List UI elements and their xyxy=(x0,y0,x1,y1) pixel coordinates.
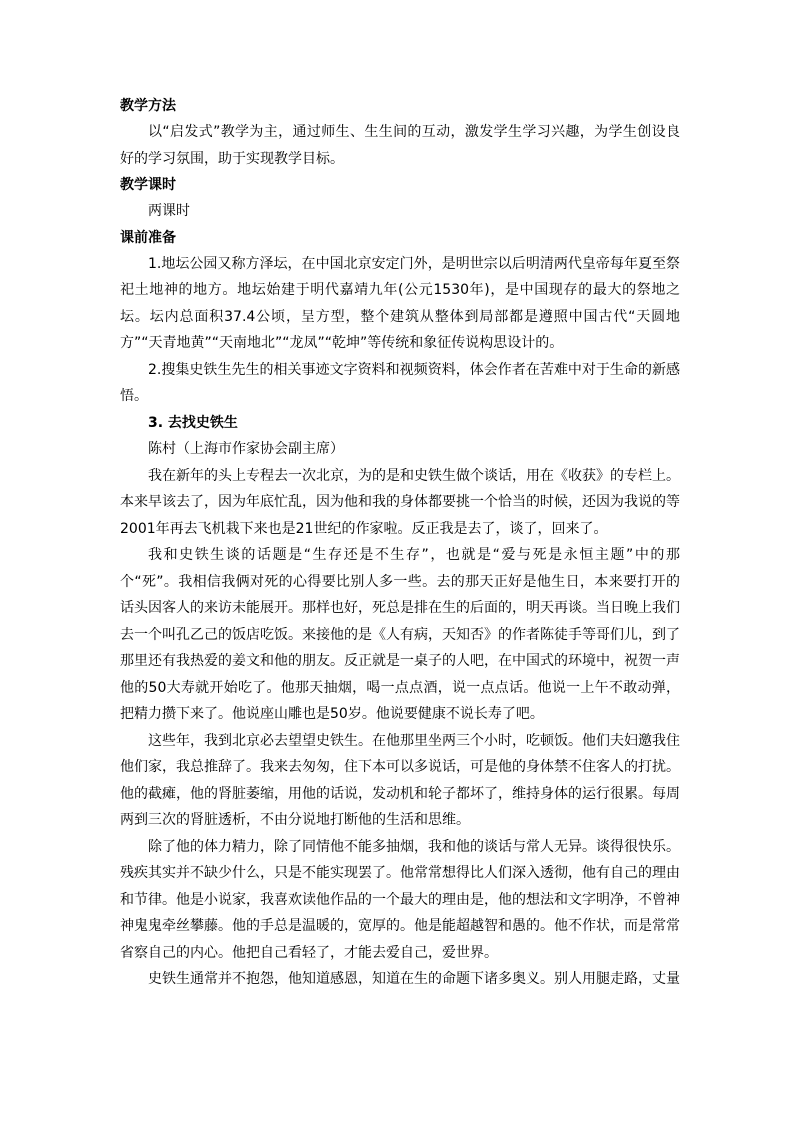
article-paragraph-3: 这些年，我到北京必去望望史铁生。在他那里坐两三个小时，吃顿饭。他们夫妇邀我住他们家，我总推辞了。我来去匆匆，住下本可以多说话，可是他的身体禁不住客人的打扰。他的截瘫，他的肾脏萎缩，用他的话说，发动机和轮子都坏了，维持身体的运行很累。每周两到三次的肾脏透析，不由分说地打断他的生活和思维。 xyxy=(120,732,680,828)
hours-paragraph: 两课时 xyxy=(148,203,190,219)
prep-item-1: 1.地坛公园又称方泽坛，在中国北京安定门外，是明世宗以后明清两代皇帝每年夏至祭祀土地神的地方。地坛始建于明代嘉靖九年(公元1530年)，是中国现存的最大的祭地之坛。坛内总面积37.4公顷，呈方型，整个建筑从整体到局部都是遵照中国古代“天圆地方”“天青地黄”“天南地北”“龙凤”“乾坤”等传统和象征传说构思设计的。 xyxy=(120,255,680,351)
article-author: 陈村（上海市作家协会副主席） xyxy=(148,441,344,457)
section-heading-hours: 教学课时 xyxy=(120,177,176,193)
article-paragraph-1: 我在新年的头上专程去一次北京，为的是和史铁生做个谈话，用在《收获》的专栏上。本来早该去了，因为年底忙乱，因为他和我的身体都要挑一个恰当的时候，还因为我说的等2001年再去飞机栽下来也是21世纪的作家啦。反正我是去了，谈了，回来了。 xyxy=(120,467,680,537)
method-paragraph: 以“启发式”教学为主，通过师生、生生间的互动，激发学生学习兴趣，为学生创设良好的学习氛围，助于实现教学目标。 xyxy=(120,124,680,167)
article-paragraph-5: 史铁生通常并不抱怨，他知道感恩，知道在生的命题下诸多奥义。别人用腿走路，丈量 xyxy=(148,971,680,987)
section-heading-method: 教学方法 xyxy=(120,98,176,114)
prep-item-2: 2.搜集史铁生先生的相关事迹文字资料和视频资料，体会作者在苦难中对于生命的新感悟。 xyxy=(120,361,680,404)
article-title: 3. 去找史铁生 xyxy=(148,414,238,431)
article-paragraph-2: 我和史铁生谈的话题是“生存还是不生存”，也就是“爱与死是永恒主题”中的那个“死”。我相信我俩对死的心得要比别人多一些。去的那天正好是他生日，本来要打开的话头因客人的来访未能展开。那样也好，死总是排在生的后面的，明天再谈。当日晚上我们去一个叫孔乙己的饭店吃饭。来接他的是《人有病，天知否》的作者陈徒手等哥们儿，到了那里还有我热爱的姜文和他的朋友。反正就是一桌子的人吧，在中国式的环境中，祝贺一声他的50大寿就开始吃了。他那天抽烟，喝一点点酒，说一点点话。他说一上午不敢动弹，把精力攒下来了。他说座山雕也是50岁。他说要健康不说长寿了吧。 xyxy=(120,547,680,722)
section-heading-prep: 课前准备 xyxy=(120,229,176,246)
document-content xyxy=(120,93,680,993)
article-paragraph-4: 除了他的体力精力，除了同情他不能多抽烟，我和他的谈话与常人无异。谈得很快乐。残疾其实并不缺少什么，只是不能实现罢了。他常常想得比人们深入透彻，他有自己的理由和节律。他是小说家，我喜欢读他作品的一个最大的理由是，他的想法和文字明净，不曾神神鬼鬼牵丝攀藤。他的手总是温暖的，宽厚的。他是能超越智和愚的。他不作状，而是常常省察自己的内心。他把自己看轻了，才能去爱自己，爱世界。 xyxy=(120,838,680,961)
